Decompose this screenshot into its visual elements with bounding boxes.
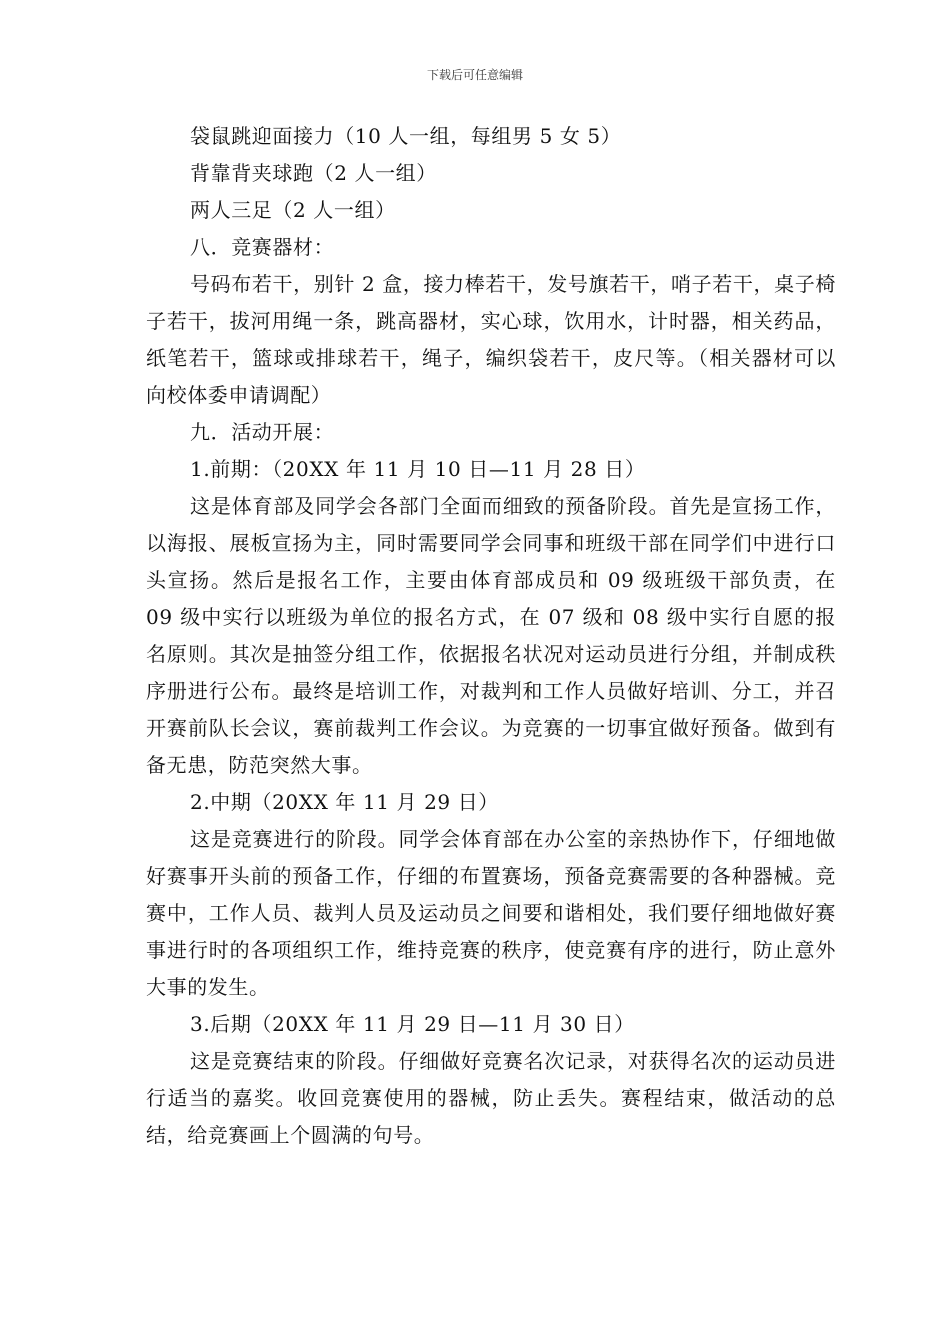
phase-heading-early: 1.前期：（20XX 年 11 月 10 日—11 月 28 日） <box>190 457 646 481</box>
paragraph-item-2: 背靠背夹球跑（2 人一组） <box>190 161 437 185</box>
equipment-paragraph: 号码布若干，别针 2 盒，接力棒若干，发号旗若干，哨子若干，桌子椅子若干，拔河用绳一条，跳高器材，实心球，饮用水，计时器，相关药品，纸笔若干，篮球或排球若干，绳子，编织袋若干，皮尺等。（相关器材可以向校体委申请调配） <box>146 272 836 407</box>
document-body <box>146 118 836 1154</box>
section-heading-equipment: 八．竞赛器材： <box>190 235 335 259</box>
phase-heading-middle: 2.中期（20XX 年 11 月 29 日） <box>190 790 499 814</box>
paragraph-item-3: 两人三足（2 人一组） <box>190 198 396 222</box>
phase-heading-late: 3.后期（20XX 年 11 月 29 日—11 月 30 日） <box>190 1012 635 1036</box>
page-header-note: 下载后可任意编辑 <box>426 68 523 82</box>
section-heading-activities: 九．活动开展： <box>190 420 335 444</box>
phase-paragraph-early: 这是体育部及同学会各部门全面而细致的预备阶段。首先是宣扬工作，以海报、展板宣扬为主，同时需要同学会同事和班级干部在同学们中进行口头宣扬。然后是报名工作，主要由体育部成员和 09 级班级干部负责，在 09 级中实行以班级为单位的报名方式，在 07 级和 08 级中实行自愿的报名原则。其次是抽签分组工作，依据报名状况对运动员进行分组，并制成秩序册进行公布。最终是培训工作，对裁判和工作人员做好培训、分工，并召开赛前队长会议，赛前裁判工作会议。为竞赛的一切事宜做好预备。做到有备无患，防范突然大事。 <box>146 494 836 777</box>
paragraph-item-1: 袋鼠跳迎面接力（10 人一组，每组男 5 女 5） <box>190 124 622 148</box>
phase-paragraph-middle: 这是竞赛进行的阶段。同学会体育部在办公室的亲热协作下，仔细地做好赛事开头前的预备工作，仔细的布置赛场，预备竞赛需要的各种器械。竞赛中，工作人员、裁判人员及运动员之间要和谐相处，我们要仔细地做好赛事进行时的各项组织工作，维持竞赛的秩序，使竞赛有序的进行，防止意外大事的发生。 <box>146 827 836 999</box>
phase-paragraph-late: 这是竞赛结束的阶段。仔细做好竞赛名次记录，对获得名次的运动员进行适当的嘉奖。收回竞赛使用的器械，防止丢失。赛程结束，做活动的总结，给竞赛画上个圆满的句号。 <box>146 1049 836 1147</box>
